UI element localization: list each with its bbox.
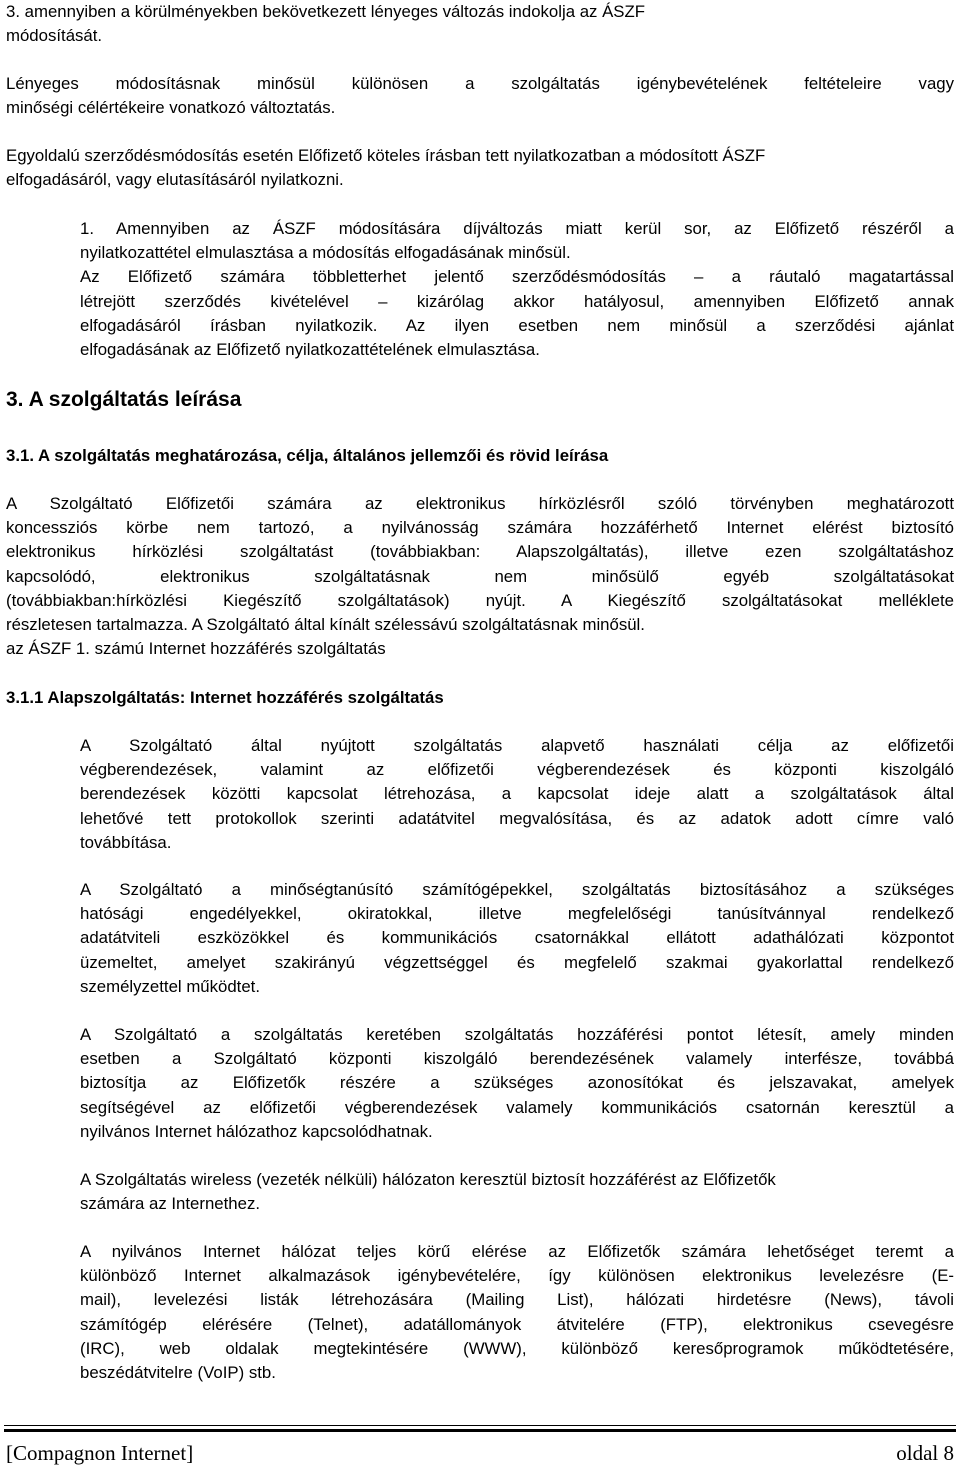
footer-divider-thin [4,1425,956,1426]
text-line: (IRC), web oldalak megtekintésére (WWW), különböző keresőprogramok működtetésére, [80,1338,954,1358]
text-line: számítógép elérésére (Telnet), adatállományok átvitelére (FTP), elektronikus csevegésre [80,1314,954,1334]
text-line: továbbítása. [80,832,172,852]
subsection-title: 3.1.1 Alapszolgáltatás: Internet hozzáférés szolgáltatás [6,688,444,707]
text-line: beszédátvitelre (VoIP) stb. [80,1362,276,1382]
paragraph-b [80,878,954,999]
footer-page-number: oldal 8 [896,1441,954,1465]
text-line: az ÁSZF 1. számú Internet hozzáférés szolgáltatás [6,639,386,659]
text-line: nyilatkozattétel elmulasztása a módosítás elfogadásának minősül. [80,243,571,263]
intro-item-3 [6,0,954,48]
text-line: kapcsolódó, elektronikus szolgáltatásnak nem minősülő egyéb szolgáltatásokat [6,566,954,586]
paragraph-d [80,1168,954,1216]
text-line: Lényeges módosításnak minősül különösen a szolgáltatás igénybevételének feltételeire vagy [6,74,954,93]
text-line: elfogadásának az Előfizető nyilatkozattételének elmulasztása. [80,339,540,359]
paragraph-a [80,734,954,855]
text-line: Az Előfizető számára többletterhet jelentő szerződésmódosítás – a ráutaló magatartással [80,267,954,287]
text-line: adatátviteli eszközökkel és kommunikációs csatornákkal ellátott adathálózati központot [80,928,954,948]
text-line: elektronikus hírközlési szolgáltatást (továbbiakban: Alapszolgáltatás), illetve ezen szolgáltatáshoz [6,542,954,562]
text-line: biztosítja az Előfizetők részére a szükséges azonosítókat és jelszavakat, amelyek [80,1073,954,1093]
section-3-1-body [6,492,954,661]
text-line: hatósági engedélyekkel, okiratokkal, illetve megfelelőségi tanúsítvánnyal rendelkező [80,904,954,924]
text-line: módosítását. [6,26,103,46]
section-title: 3. A szolgáltatás leírása [6,388,242,411]
text-line: (továbbiakban:hírközlési Kiegészítő szolgáltatások) nyújt. A Kiegészítő szolgáltatásokat melléklete [6,590,954,610]
page-footer [6,1438,954,1468]
text-line: A Szolgáltatás wireless (vezeték nélküli) hálózaton keresztül biztosít hozzáférést az Előfizetők [80,1170,776,1189]
text-line: berendezések közötti kapcsolat létrehozása, a kapcsolat ideje alatt a szolgáltatások által [80,784,954,804]
text-line: A nyilvános Internet hálózat teljes körű elérése az Előfizetők számára lehetőséget teremt a [80,1242,954,1261]
paragraph-lenyeges [6,72,954,120]
section-3-heading [6,386,954,414]
section-3-1-heading [6,444,954,468]
section-3-1-1-heading [6,686,954,710]
text-line: személyzettel működtet. [80,976,261,996]
text-line: számára az Internethez. [80,1194,261,1214]
text-line: esetben a Szolgáltató központi kiszolgáló berendezésének valamely interfésze, továbbá [80,1049,954,1069]
text-line: segítségével az előfizetői végberendezések valamely kommunikációs csatornán keresztül a [80,1097,954,1117]
text-line: A Szolgáltató a minőségtanúsító számítógépekkel, szolgáltatás biztosításához a szükséges [80,880,954,899]
text-line: 3. amennyiben a körülményekben bekövetkezett lényeges változás indokolja az ÁSZF [6,2,645,21]
text-line: különböző Internet alkalmazások igénybevételére, így különösen elektronikus levelezésre (E- [80,1266,954,1286]
text-line: elfogadásáról írásban nyilatkozik. Az ilyen esetben nem minősül a szerződési ajánlat [80,315,954,335]
text-line: végberendezések, valamint az előfizetői végberendezések és központi kiszolgáló [80,760,954,780]
text-line: minőségi célértékeire vonatkozó változtatás. [6,98,336,118]
text-line: üzemeltet, amelyet szakirányú végzettséggel és megfelelő szakmai gyakorlattal rendelkező [80,952,954,972]
paragraph-e [80,1240,954,1385]
text-line: mail), levelezési listák létrehozására (Mailing List), hálózati hirdetésre (News), távoli [80,1290,954,1310]
subsection-title: 3.1. A szolgáltatás meghatározása, célja, általános jellemzői és rövid leírása [6,446,609,465]
text-line: 1. Amennyiben az ÁSZF módosítására díjváltozás miatt kerül sor, az Előfizető részéről a [80,219,954,238]
paragraph-c [80,1023,954,1144]
paragraph-egyoldalu [6,144,954,192]
text-line: nyilvános Internet hálózathoz kapcsolódhatnak. [80,1121,433,1141]
text-line: koncessziós körbe nem tartozó, a nyilvánosság számára hozzáférhető Internet elérést biztosító [6,518,954,538]
text-line: lehetővé tett protokollok szerinti adatátvitel megvalósítása, és az adatok adott címre való [80,808,954,828]
footer-divider-thick [4,1429,956,1432]
text-line: Egyoldalú szerződésmódosítás esetén Előfizető köteles írásban tett nyilatkozatban a módosított ÁSZF [6,146,766,165]
footer-company: [Compagnon Internet] [6,1441,194,1465]
numbered-item-1 [80,217,954,362]
text-line: elfogadásáról, vagy elutasításáról nyilatkozni. [6,170,344,190]
text-line: A Szolgáltató a szolgáltatás keretében szolgáltatás hozzáférési pontot létesít, amely minden [80,1025,954,1044]
text-line: A Szolgáltató által nyújtott szolgáltatás alapvető használati célja az előfizetői [80,736,954,755]
text-line: A Szolgáltató Előfizetői számára az elektronikus hírközlésről szóló törvényben meghatározott [6,494,954,513]
text-line: részletesen tartalmazza. A Szolgáltató által kínált szélessávú szolgáltatásnak minősül. [6,614,645,634]
text-line: létrejött szerződés kivételével – kizárólag akkor hatályosul, amennyiben Előfizető annak [80,291,954,311]
